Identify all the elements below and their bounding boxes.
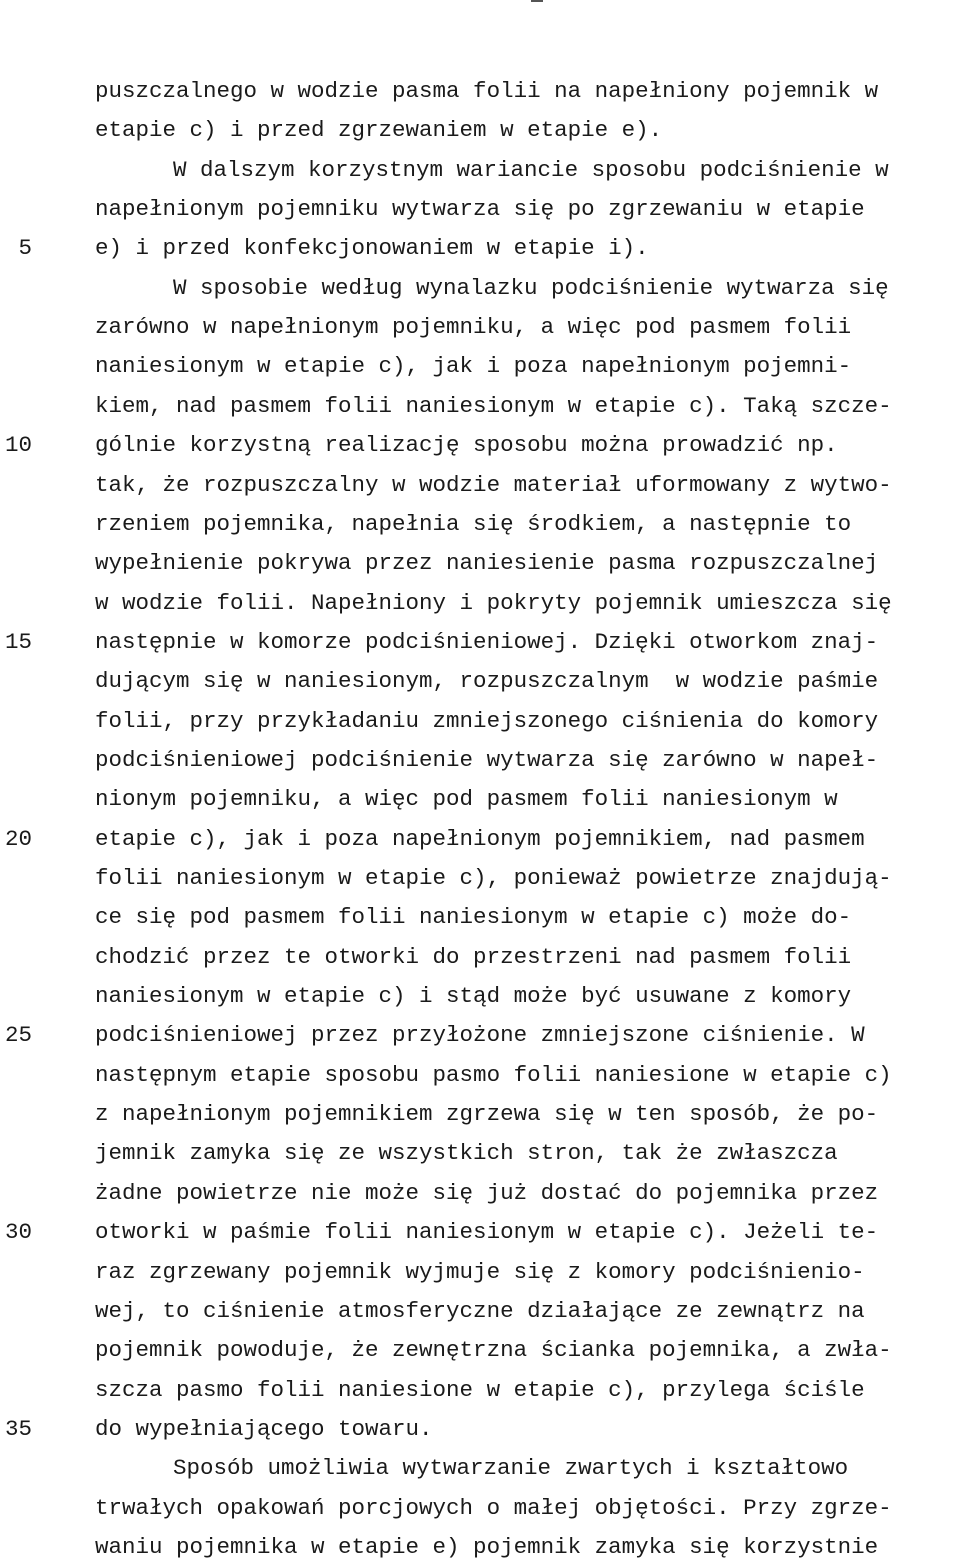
text-line: jemnik zamyka się ze wszystkich stron, tak że zwłaszcza (95, 1140, 838, 1167)
text-line: podciśnieniowej przez przyłożone zmniejszone ciśnienie. W (95, 1022, 865, 1049)
text-line: tak, że rozpuszczalny w wodzie materiał uformowany z wytwo- (95, 471, 892, 498)
margin-line-number: 25 (4, 1022, 32, 1049)
text-line: etapie c) i przed zgrzewaniem w etapie e). (95, 117, 663, 144)
text-line: z napełnionym pojemnikiem zgrzewa się w ten sposób, że po- (95, 1101, 879, 1128)
text-line: wej, to ciśnienie atmosferyczne działające ze zewnątrz na (95, 1297, 865, 1324)
text-line: w wodzie folii. Napełniony i pokryty pojemnik umieszcza się (95, 589, 892, 616)
text-line: szcza pasmo folii naniesione w etapie c), przylega ściśle (95, 1376, 865, 1403)
margin-line-number: 20 (4, 825, 32, 852)
text-line: napełnionym pojemniku wytwarza się po zgrzewaniu w etapie (95, 196, 865, 223)
margin-line-number: 30 (4, 1219, 32, 1246)
text-line: wypełnienie pokrywa przez naniesienie pasma rozpuszczalnej (95, 550, 879, 577)
text-line: podciśnieniowej podciśnienie wytwarza się zarówno w napeł- (95, 746, 879, 773)
text-line: W dalszym korzystnym wariancie sposobu podciśnienie w (173, 156, 889, 183)
page-top-mark (531, 0, 543, 2)
text-line: e) i przed konfekcjonowaniem w etapie i). (95, 235, 649, 262)
text-line: otworki w paśmie folii naniesionym w etapie c). Jeżeli te- (95, 1219, 879, 1246)
margin-line-number: 10 (4, 432, 32, 459)
text-line: do wypełniającego towaru. (95, 1415, 433, 1442)
text-line: kiem, nad pasmem folii naniesionym w etapie c). Taką szcze- (95, 392, 892, 419)
margin-line-number: 15 (4, 628, 32, 655)
text-line: folii naniesionym w etapie c), ponieważ powietrze znajdują- (95, 865, 892, 891)
text-line: naniesionym w etapie c) i stąd może być usuwane z komory (95, 983, 852, 1010)
text-line: rzeniem pojemnika, napełnia się środkiem, a następnie to (95, 510, 852, 537)
text-line: naniesionym w etapie c), jak i poza napełnionym pojemni- (95, 353, 852, 380)
text-line: dującym się w naniesionym, rozpuszczalnym w wodzie paśmie (95, 668, 879, 695)
text-line: trwałych opakowań porcjowych o małej objętości. Przy zgrze- (95, 1494, 892, 1521)
text-line: następnym etapie sposobu pasmo folii naniesione w etapie c) (95, 1061, 892, 1088)
text-line: zarówno w napełnionym pojemniku, a więc pod pasmem folii (95, 314, 852, 341)
margin-line-number: 35 (4, 1415, 32, 1442)
margin-line-number: 5 (18, 235, 32, 262)
text-line: Sposób umożliwia wytwarzanie zwartych i kształtowo (173, 1455, 849, 1482)
text-line: nionym pojemniku, a więc pod pasmem folii naniesionym w (95, 786, 838, 813)
text-line: W sposobie według wynalazku podciśnienie wytwarza się (173, 274, 889, 301)
text-line: raz zgrzewany pojemnik wyjmuje się z komory podciśnienio- (95, 1258, 865, 1285)
text-line: gólnie korzystną realizację sposobu można prowadzić np. (95, 432, 838, 459)
text-line: etapie c), jak i poza napełnionym pojemnikiem, nad pasmem (95, 825, 865, 852)
text-line: żadne powietrze nie może się już dostać do pojemnika przez (95, 1179, 879, 1206)
text-line: folii, przy przykładaniu zmniejszonego ciśnienia do komory (95, 707, 879, 734)
text-line: puszczalnego w wodzie pasma folii na napełniony pojemnik w (95, 78, 879, 104)
text-line: ce się pod pasmem folii naniesionym w etapie c) może do- (95, 904, 852, 931)
text-line: pojemnik powoduje, że zewnętrzna ścianka pojemnika, a zwła- (95, 1337, 892, 1364)
text-line: chodzić przez te otworki do przestrzeni nad pasmem folii (95, 943, 852, 970)
text-line: waniu pojemnika w etapie e) pojemnik zamyka się korzystnie (95, 1533, 879, 1560)
text-line: następnie w komorze podciśnieniowej. Dzięki otworkom znaj- (95, 628, 879, 655)
